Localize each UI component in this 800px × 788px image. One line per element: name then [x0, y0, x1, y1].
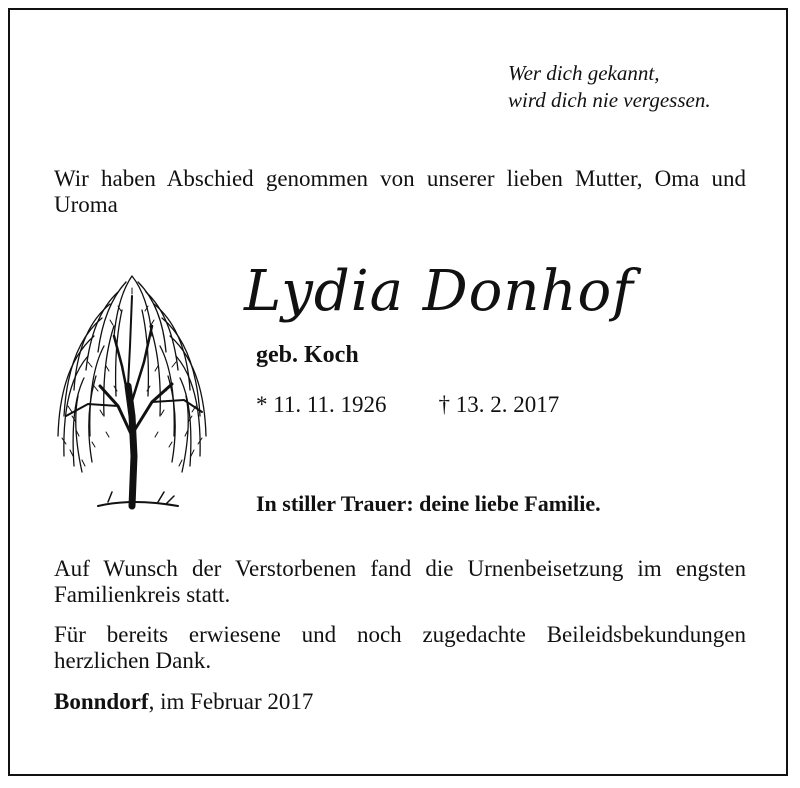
life-dates: [256, 391, 559, 419]
motto-line-1: Wer dich gekannt,: [508, 61, 660, 85]
motto-line-2: wird dich nie vergessen.: [508, 88, 711, 112]
closing-date: , im Februar 2017: [148, 689, 314, 714]
death-date: † 13. 2. 2017: [438, 392, 560, 417]
weeping-willow-icon: [48, 266, 216, 512]
maiden-name: geb. Koch: [256, 342, 359, 368]
birth-date: * 11. 11. 1926: [256, 392, 387, 417]
mourning-family-line: In stiller Trauer: deine liebe Familie.: [256, 491, 601, 516]
place-and-date: [54, 688, 313, 716]
place-name: Bonndorf: [54, 689, 149, 714]
thanks-note: Für bereits erwiesene und noch zugedachte Beileidsbekundungen herzlichen Dank.: [54, 622, 746, 673]
motto-verse: [508, 60, 711, 114]
burial-note: Auf Wunsch der Verstorbenen fand die Urnenbeisetzung im engsten Familienkreis statt.: [54, 556, 746, 607]
deceased-name: Lydia Donhof: [244, 259, 634, 324]
intro-text: Wir haben Abschied genommen von unserer lieben Mutter, Oma und Uroma: [54, 166, 746, 217]
